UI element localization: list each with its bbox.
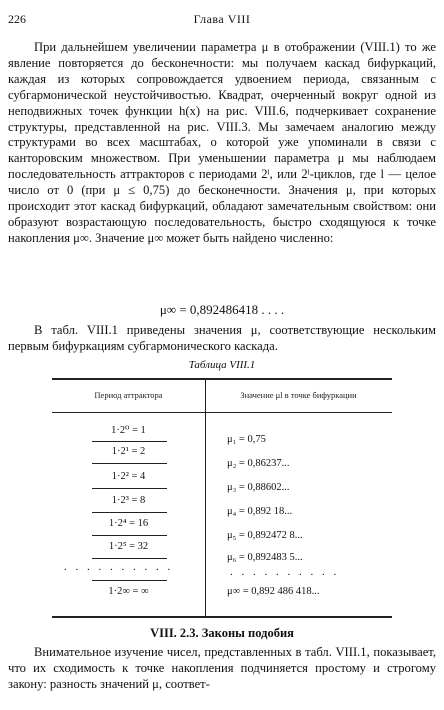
period-cell: 1·2∞ = ∞ [108,586,149,597]
row-rule [92,580,167,581]
paragraph-similarity: Внимательное изучение чисел, представленных в табл. VIII.1, показывает, что их сходимость к точке накопления подчиняется простому и строгому закону: разность значений μ, соответ- [8,645,436,691]
column-header-mu: Значение μl в точке бифуркации [240,390,357,400]
period-cell: 1·2³ = 8 [111,495,146,506]
paragraph-intro: При дальнейшем увеличении параметра μ в отображении (VIII.1) то же явление повторяется до бесконечности: мы получаем каскад бифуркаций, каждая из которых сопровождается удвоением периода, связанным с субгармонической неустойчивостью. Квадрат, очерченный вокруг одной из неподвижных точек функции h(x) на рис. VIII.6, подчеркивает сохранение структуры, представленной на рис. VIII.3. Мы замечаем аналогию между структурами во всех масштабах, о которой уже упоминали в связи с канторовским множеством. При уменьшении параметра μ мы наблюдаем последовательность аттракторов с периодами 2ˡ, или 2ˡ-циклов, где l — целое число от 0 (при μ ≤ 0,75) до бесконечности. Значения μ, при которых происходит этот каскад бифуркаций, обладают замечательным свойством: они образуют возрастающую последовательность, быстро сходящуюся к точке накопления μ∞. Значение μ∞ может быть найдено численно: [8,40,436,245]
mu-cell: μ₅ = 0,892472 8... [227,530,303,541]
table-bottom-rule [52,616,392,618]
table-caption: Таблица VIII.1 [188,359,256,371]
ellipsis-row: . . . . . . . . . . [230,566,340,578]
period-cell: 1·2⁰ = 1 [111,425,146,436]
mu-cell: μ₃ = 0,88602... [227,482,290,493]
row-rule [92,488,167,489]
mu-cell: μ∞ = 0,892 486 418... [227,586,320,597]
period-cell: 1·2⁴ = 16 [108,518,149,529]
row-rule [92,558,167,559]
paragraph-table-ref: В табл. VIII.1 приведены значения μ, соответствующие нескольким первым бифуркациям субгармонического каскада. [8,323,436,353]
formula-mu-infinity: μ∞ = 0,892486418 . . . . [159,302,285,317]
period-cell: 1·2⁵ = 32 [108,541,149,552]
section-heading: VIII. 2.3. Законы подобия [150,626,294,640]
mu-cell: μ₆ = 0,892483 5... [227,552,303,563]
page-header [8,12,436,28]
ellipsis-row: . . . . . . . . . . [64,561,174,573]
table-column-divider [205,378,206,618]
mu-cell: μ₁ = 0,75 [227,434,266,445]
mu-cell: μ₂ = 0,86237... [227,458,290,469]
row-rule [92,463,167,464]
column-header-period: Период аттрактора [94,390,163,400]
row-rule [92,535,167,536]
header-rule [52,412,392,413]
row-rule [92,441,167,442]
mu-cell: μ₄ = 0,892 18... [227,506,293,517]
chapter-title: Глава VIII [193,12,251,26]
period-cell: 1·2² = 4 [111,471,146,482]
table-top-rule [52,378,392,380]
period-cell: 1·2¹ = 2 [111,446,146,457]
bifurcation-table [52,378,392,618]
page-number: 226 [8,12,26,26]
row-rule [92,512,167,513]
